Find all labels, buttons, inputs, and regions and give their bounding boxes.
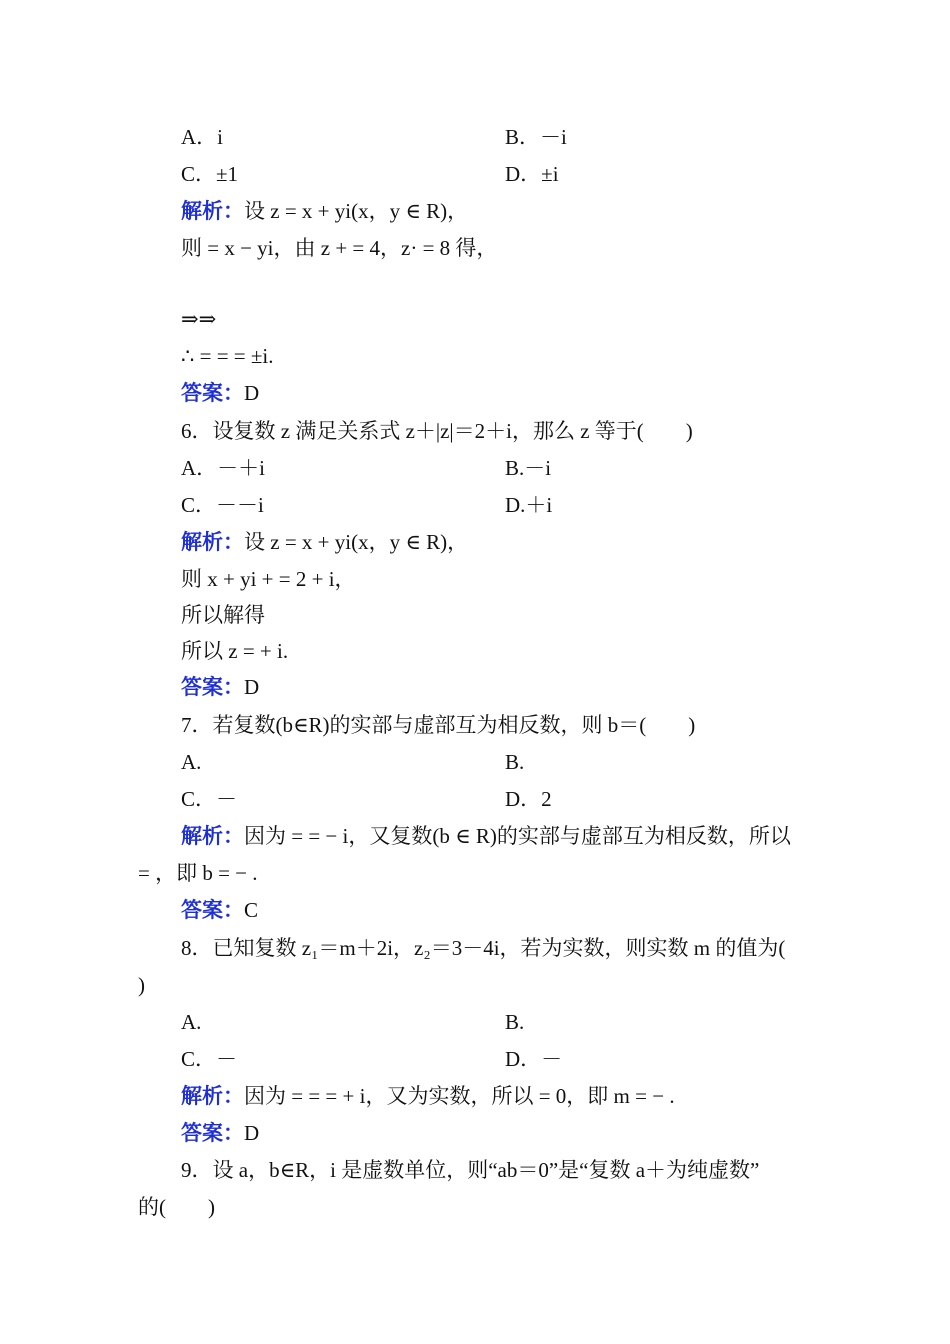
q6-option-d: D.＋i (505, 493, 553, 517)
q5-option-c: C．±1 (181, 162, 239, 186)
q8-stem: 8．已知复数 z₁＝m＋2i，z₂＝3－4i，若为实数，则实数 m 的值为( (181, 936, 786, 960)
q7-answer-value: C (244, 898, 259, 922)
q7-solution-line1 (181, 823, 791, 849)
q6-solution-line1 (181, 529, 468, 555)
q8-stem-continuation: ) (138, 973, 145, 997)
q6-answer (181, 674, 259, 700)
q8-solution-text1: 因为 = = = + i，又为实数，所以 = 0，即 m = − . (244, 1084, 675, 1108)
answer-label: 答案： (181, 675, 244, 699)
q5-option-b: B．－i (505, 125, 567, 149)
q6-option-a: A．－＋i (181, 456, 265, 480)
q9-stem: 9．设 a，b∈R，i 是虚数单位，则“ab＝0”是“复数 a＋为纯虚数” (181, 1158, 760, 1182)
q8-option-d: D．－ (505, 1047, 563, 1071)
q6-stem: 6．设复数 z 满足关系式 z＋|z|＝2＋i，那么 z 等于( ) (181, 419, 693, 443)
solution-label: 解析： (181, 199, 244, 223)
q5-answer-value: D (244, 381, 260, 405)
answer-label: 答案： (181, 898, 244, 922)
q5-solution-text1: 设 z = x + yi(x，y ∈ R)， (244, 199, 469, 223)
q8-option-a: A. (181, 1010, 202, 1034)
q6-solution-line2: 则 x + yi + = 2 + i， (181, 567, 356, 591)
q6-option-c: C．－－i (181, 493, 264, 517)
solution-label: 解析： (181, 530, 244, 554)
q8-answer (181, 1120, 259, 1146)
q7-stem: 7．若复数(b∈R)的实部与虚部互为相反数，则 b＝( ) (181, 713, 696, 737)
q6-solution-line3: 所以解得 (181, 603, 265, 627)
q5-option-a: A．i (181, 125, 223, 149)
q6-answer-value: D (244, 675, 260, 699)
answer-label: 答案： (181, 381, 244, 405)
q7-option-c: C．－ (181, 787, 238, 811)
q7-option-a: A. (181, 750, 202, 774)
q5-answer (181, 380, 259, 406)
solution-label: 解析： (181, 1084, 244, 1108)
q7-option-b: B. (505, 750, 525, 774)
q5-solution-line2: 则 = x − yi，由 z + = 4，z· = 8 得， (181, 236, 498, 260)
q5-option-d: D．±i (505, 162, 559, 186)
q9-stem-continuation: 的( ) (138, 1195, 215, 1219)
answer-label: 答案： (181, 1121, 244, 1145)
q7-solution-line2: = ，即 b = − . (138, 861, 258, 885)
q8-option-c: C．－ (181, 1047, 238, 1071)
q8-solution-line1 (181, 1083, 675, 1109)
q7-solution-text1: 因为 = = − i，又复数(b ∈ R)的实部与虚部互为相反数，所以 (244, 824, 791, 848)
q8-answer-value: D (244, 1121, 260, 1145)
q5-solution-line1 (181, 198, 468, 224)
q6-option-b: B.－i (505, 456, 552, 480)
solution-label: 解析： (181, 824, 244, 848)
q8-option-b: B. (505, 1010, 525, 1034)
q6-solution-text1: 设 z = x + yi(x，y ∈ R)， (244, 530, 469, 554)
q7-answer (181, 897, 258, 923)
q5-implication-arrows: ⇒⇒ (181, 307, 217, 331)
q6-solution-line4: 所以 z = + i. (181, 639, 289, 663)
q5-conclusion: ∴ = = = ±i. (181, 344, 274, 368)
q7-option-d: D．2 (505, 787, 552, 811)
